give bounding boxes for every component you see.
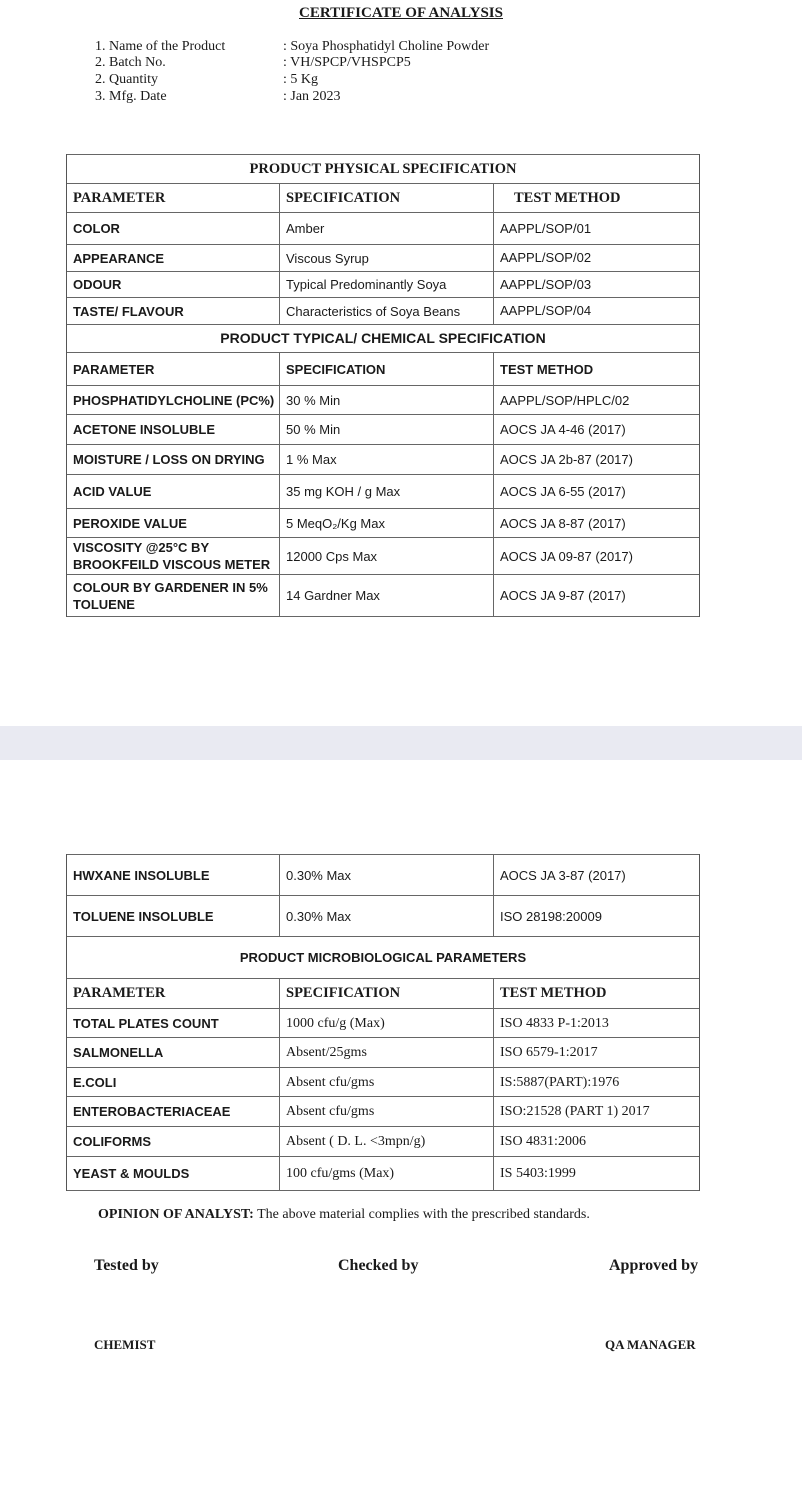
header-test-method: TEST METHOD <box>500 985 607 1001</box>
param-cell: MOISTURE / LOSS ON DRYING <box>67 445 280 474</box>
certificate-title-text: CERTIFICATE OF ANALYSIS <box>299 5 503 21</box>
spec-cell: 0.30% Max <box>280 896 494 936</box>
table-row <box>67 538 699 575</box>
method-cell: AAPPL/SOP/04 <box>500 303 592 318</box>
spec-cell: Characteristics of Soya Beans <box>280 298 494 324</box>
param-cell: ENTEROBACTERIACEAE <box>67 1097 280 1126</box>
param-cell: COLOUR BY GARDENER IN 5% TOLUENE <box>67 575 280 616</box>
micro-header-row <box>67 979 699 1009</box>
param-cell: PHOSPHATIDYLCHOLINE (PC%) <box>67 386 280 414</box>
method-cell: AAPPL/SOP/01 <box>500 221 592 236</box>
info-value: : VH/SPCP/VHSPCP5 <box>283 55 411 70</box>
table-row <box>67 415 699 445</box>
method-cell: ISO 6579-1:2017 <box>500 1045 598 1060</box>
method-cell: AOCS JA 3-87 (2017) <box>500 867 626 883</box>
spec-cell: 14 Gardner Max <box>280 575 494 616</box>
spec-cell: Absent cfu/gms <box>280 1097 494 1126</box>
table-row <box>67 1038 699 1068</box>
method-cell: ISO 28198:20009 <box>500 908 602 924</box>
header-parameter: PARAMETER <box>67 353 280 385</box>
method-cell: AAPPL/SOP/HPLC/02 <box>500 392 630 408</box>
chemical-section-title-row <box>67 325 699 353</box>
spec-cell: Absent cfu/gms <box>280 1068 494 1096</box>
method-cell: ISO 4831:2006 <box>500 1134 586 1149</box>
table-row <box>67 298 699 325</box>
analyst-opinion <box>98 1207 590 1223</box>
table-row <box>67 272 699 298</box>
method-cell: AAPPL/SOP/03 <box>500 277 592 292</box>
param-cell: APPEARANCE <box>67 245 280 271</box>
table-row <box>67 575 699 617</box>
header-parameter: PARAMETER <box>67 184 280 212</box>
table-row <box>67 1097 699 1127</box>
param-cell: ODOUR <box>67 272 280 297</box>
qa-manager-label: QA MANAGER <box>605 1337 696 1352</box>
spec-cell: 35 mg KOH / g Max <box>280 475 494 508</box>
spec-cell: 50 % Min <box>280 415 494 444</box>
checked-by-label: Checked by <box>338 1257 419 1274</box>
table-row <box>67 1127 699 1157</box>
opinion-label: OPINION OF ANALYST: <box>98 1207 254 1222</box>
table-row <box>67 1068 699 1097</box>
opinion-text: The above material complies with the prescribed standards. <box>253 1207 590 1222</box>
chemical-header-row <box>67 353 699 386</box>
param-cell: PEROXIDE VALUE <box>67 509 280 537</box>
spec-cell: 12000 Cps Max <box>280 538 494 574</box>
param-cell: SALMONELLA <box>67 1038 280 1067</box>
micro-section-title-row <box>67 937 699 979</box>
method-cell: ISO:21528 (PART 1) 2017 <box>500 1104 650 1119</box>
header-test-method: TEST METHOD <box>500 361 594 377</box>
spec-table-page-1 <box>66 154 700 617</box>
chemical-section-title: PRODUCT TYPICAL/ CHEMICAL SPECIFICATION <box>220 330 546 346</box>
method-cell: IS:5887(PART):1976 <box>500 1074 620 1090</box>
header-specification: SPECIFICATION <box>280 353 494 385</box>
tested-by-label: Tested by <box>94 1257 159 1274</box>
param-cell: TOTAL PLATES COUNT <box>67 1009 280 1037</box>
header-specification: SPECIFICATION <box>280 184 494 212</box>
info-label: 2. Batch No. <box>95 55 166 70</box>
table-row <box>67 213 699 245</box>
approved-by-label: Approved by <box>609 1257 699 1274</box>
param-cell: COLIFORMS <box>67 1127 280 1156</box>
info-label: 2. Quantity <box>95 72 158 87</box>
param-cell: ACID VALUE <box>67 475 280 508</box>
spec-cell: Absent ( D. L. <3mpn/g) <box>280 1127 494 1156</box>
header-specification: SPECIFICATION <box>280 979 494 1008</box>
param-cell: ACETONE INSOLUBLE <box>67 415 280 444</box>
spec-cell: Typical Predominantly Soya <box>280 272 494 297</box>
table-row <box>67 1157 699 1191</box>
physical-section-title: PRODUCT PHYSICAL SPECIFICATION <box>249 160 517 177</box>
micro-section-title: PRODUCT MICROBIOLOGICAL PARAMETERS <box>239 950 527 965</box>
method-cell: AOCS JA 8-87 (2017) <box>500 515 626 531</box>
method-cell: AOCS JA 09-87 (2017) <box>500 548 633 564</box>
header-parameter: PARAMETER <box>67 979 280 1008</box>
spec-cell: 1 % Max <box>280 445 494 474</box>
table-row <box>67 509 699 538</box>
chemist-label: CHEMIST <box>94 1337 156 1352</box>
info-label: 1. Name of the Product <box>95 39 226 54</box>
header-test-method: TEST METHOD <box>514 189 621 206</box>
spec-cell: Amber <box>280 213 494 244</box>
spec-cell: 1000 cfu/g (Max) <box>280 1009 494 1037</box>
spec-cell: 5 MeqO₂/Kg Max <box>280 509 494 537</box>
method-cell: ISO 4833 P-1:2013 <box>500 1015 609 1031</box>
method-cell: AOCS JA 2b-87 (2017) <box>500 452 633 467</box>
physical-header-row <box>67 184 699 213</box>
spec-cell: 30 % Min <box>280 386 494 414</box>
physical-section-title-row <box>67 154 699 184</box>
spec-cell: Absent/25gms <box>280 1038 494 1067</box>
method-cell: AOCS JA 4-46 (2017) <box>500 422 626 437</box>
param-cell: E.COLI <box>67 1068 280 1096</box>
table-row <box>67 475 699 509</box>
method-cell: AOCS JA 6-55 (2017) <box>500 484 626 499</box>
info-label: 3. Mfg. Date <box>95 89 167 104</box>
table-row <box>67 896 699 937</box>
param-cell: HWXANE INSOLUBLE <box>67 855 280 895</box>
info-value: : 5 Kg <box>283 72 318 87</box>
info-value: : Jan 2023 <box>283 89 341 104</box>
param-cell: COLOR <box>67 213 280 244</box>
table-row <box>67 245 699 272</box>
spec-cell: Viscous Syrup <box>280 245 494 271</box>
table-row <box>67 854 699 896</box>
method-cell: IS 5403:1999 <box>500 1166 576 1181</box>
param-cell: YEAST & MOULDS <box>67 1157 280 1190</box>
table-row <box>67 386 699 415</box>
method-cell: AOCS JA 9-87 (2017) <box>500 588 626 603</box>
param-cell: TOLUENE INSOLUBLE <box>67 896 280 936</box>
spec-table-page-2 <box>66 854 700 1191</box>
table-row <box>67 445 699 475</box>
param-cell: VISCOSITY @25°C BY BROOKFEILD VISCOUS METER <box>67 538 280 574</box>
table-row <box>67 1009 699 1038</box>
info-value: : Soya Phosphatidyl Choline Powder <box>283 39 490 54</box>
spec-cell: 100 cfu/gms (Max) <box>280 1157 494 1190</box>
method-cell: AAPPL/SOP/02 <box>500 250 592 265</box>
certificate-title <box>0 5 802 22</box>
param-cell: TASTE/ FLAVOUR <box>67 298 280 324</box>
spec-cell: 0.30% Max <box>280 855 494 895</box>
page-break-gap <box>0 726 802 760</box>
